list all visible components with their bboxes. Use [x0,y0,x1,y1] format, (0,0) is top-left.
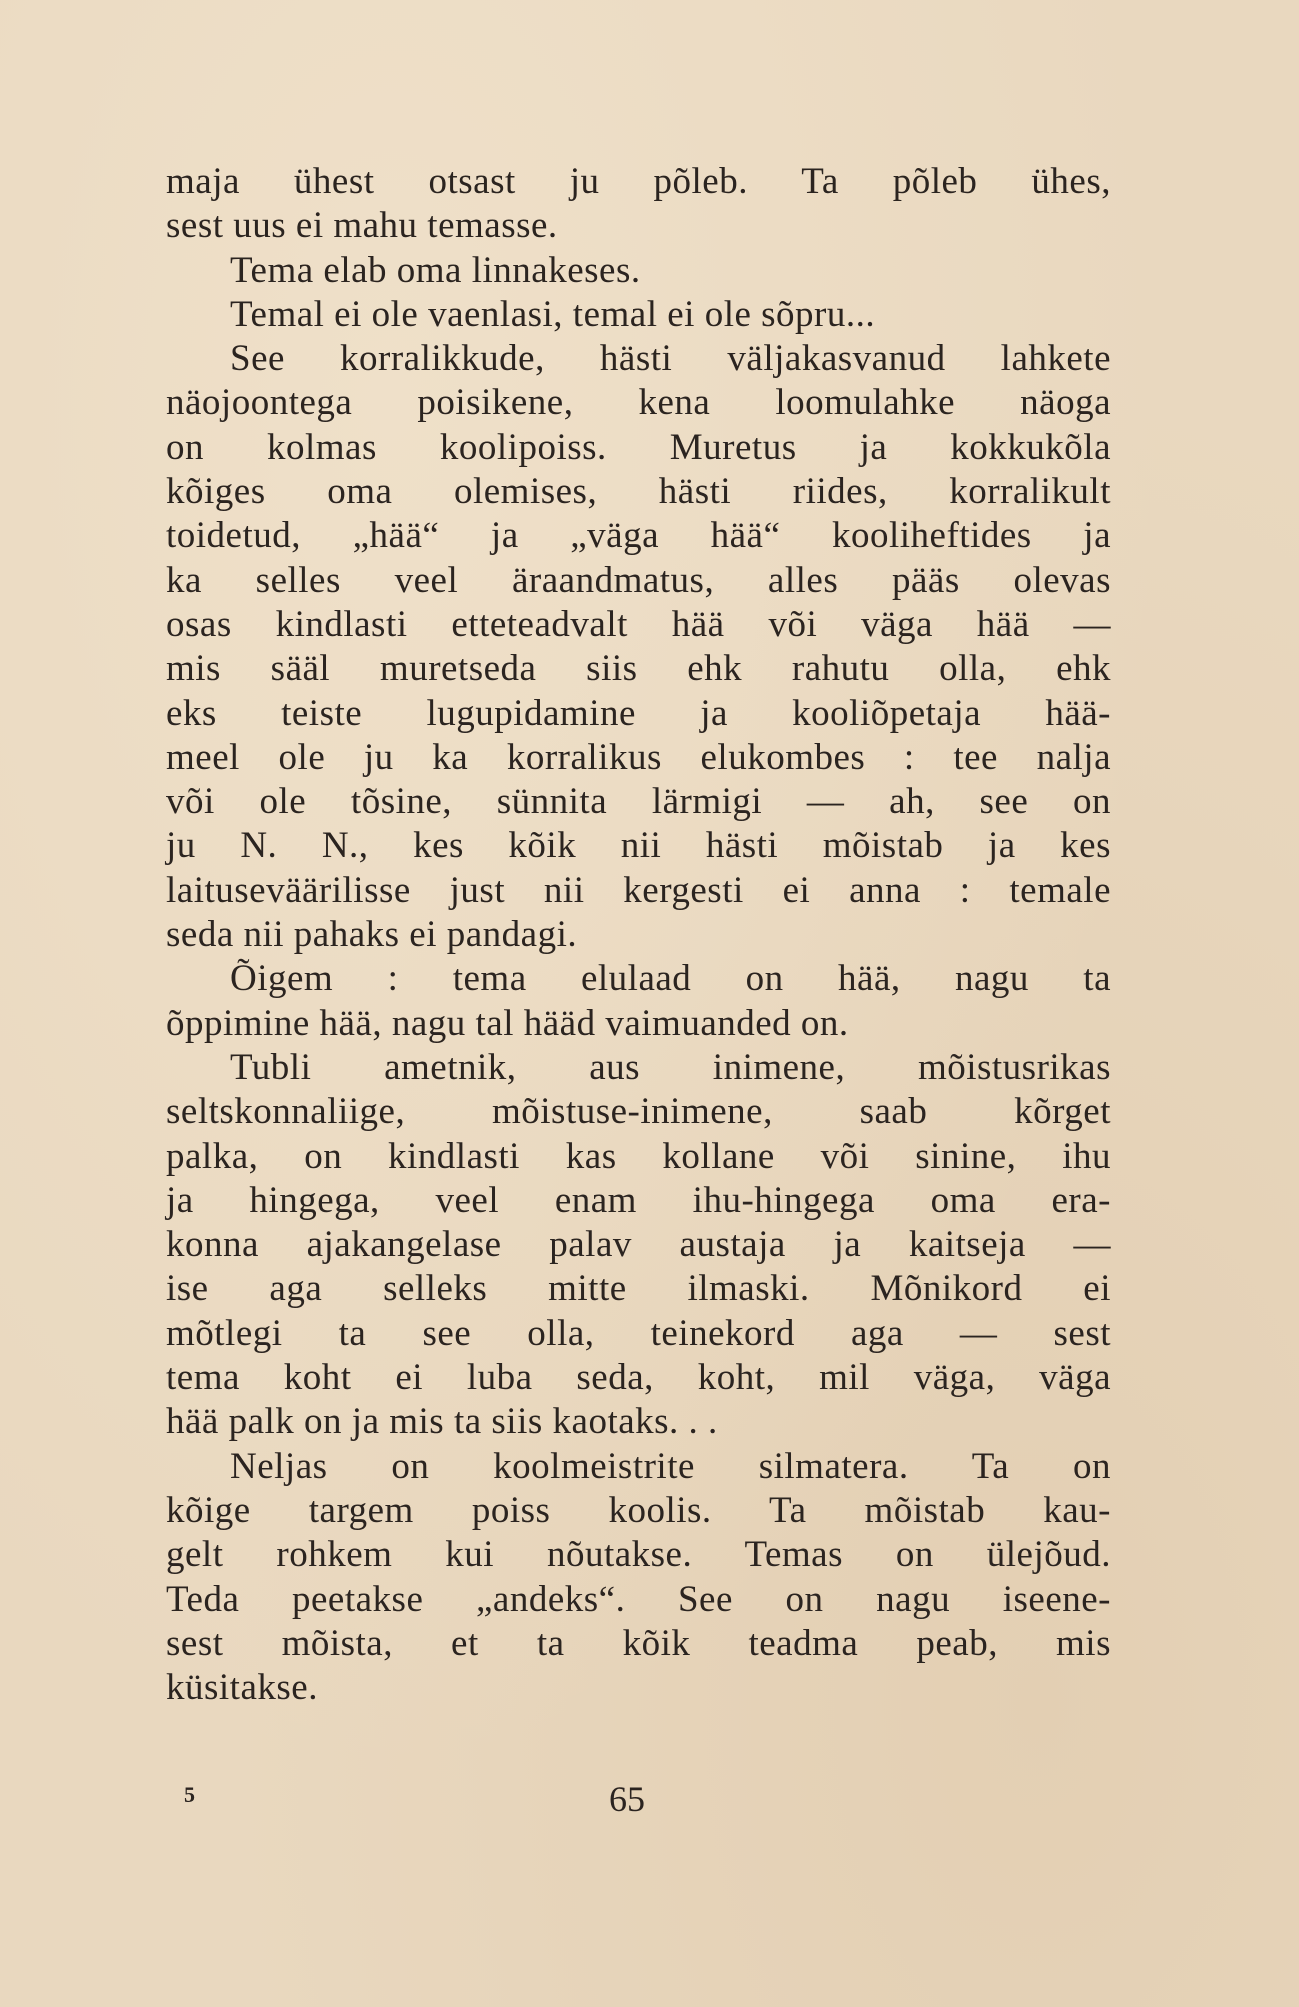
page-number: 65 [609,1779,645,1819]
text-line: toidetud, „hää“ ja „väga hää“ kooliheftides ja [166,515,1111,557]
text-line: Õigem : tema elulaad on hää, nagu ta [230,958,1111,1000]
text-line: kõiges oma olemises, hästi riides, korralikult [166,471,1111,513]
text-line: konna ajakangelase palav austaja ja kaitseja — [166,1224,1111,1266]
text-line: seda nii pahaks ei pandagi. [166,914,578,956]
text-line: palka, on kindlasti kas kollane või sinine, ihu [166,1135,1111,1177]
text-line: Teda peetakse „andeks“. See on nagu iseene- [166,1578,1111,1620]
text-line: meel ole ju ka korralikus elukombes : tee nalja [166,736,1111,778]
text-line: näojoontega poisikene, kena loomulahke näoga [166,382,1111,424]
text-line: õppimine hää, nagu tal hääd vaimuanded on. [166,1002,849,1044]
text-line: sest mõista, et ta kõik teadma peab, mis [166,1622,1111,1664]
text-line: ise aga selleks mitte ilmaski. Mõnikord ei [166,1268,1111,1310]
text-line: ju N. N., kes kõik nii hästi mõistab ja kes [166,825,1111,867]
text-line: sest uus ei mahu temasse. [166,205,558,247]
text-line: või ole tõsine, sünnita lärmigi — ah, see on [166,781,1111,823]
text-line: maja ühest otsast ju põleb. Ta põleb ühes, [166,161,1111,202]
text-line: ja hingega, veel enam ihu-hingega oma era- [166,1179,1111,1221]
text-line: eks teiste lugupidamine ja kooliõpetaja hää- [166,692,1111,734]
text-line: kõige targem poiss koolis. Ta mõistab kau- [166,1489,1111,1531]
text-line: mõtlegi ta see olla, teinekord aga — sest [166,1312,1111,1354]
text-line: küsitakse. [166,1667,318,1709]
text-line: gelt rohkem kui nõutakse. Temas on ülejõud. [166,1534,1111,1576]
signature-mark: 5 [184,1782,195,1807]
text-line: on kolmas koolipoiss. Muretus ja kokkukõla [166,426,1111,468]
text-line: Temal ei ole vaenlasi, temal ei ole sõpru... [230,293,876,335]
text-line: osas kindlasti etteteadvalt hää või väga hää — [166,603,1111,645]
text-line: ka selles veel äraandmatus, alles pääs olevas [166,559,1111,601]
text-line: hää palk on ja mis ta siis kaotaks. . . [166,1401,718,1443]
text-line: tema koht ei luba seda, koht, mil väga, väga [166,1357,1111,1399]
body-text [166,160,1111,1710]
text-line: See korralikkude, hästi väljakasvanud lahkete [230,338,1111,380]
text-line: seltskonnaliige, mõistuse-inimene, saab kõrget [166,1091,1111,1133]
text-line: Tubli ametnik, aus inimene, mõistusrikas [230,1046,1111,1088]
text-line: Neljas on koolmeistrite silmatera. Ta on [230,1445,1111,1487]
text-line: mis sääl muretseda siis ehk rahutu olla, ehk [166,648,1111,690]
text-line: laituseväärilisse just nii kergesti ei anna : temale [166,869,1111,911]
text-line: Tema elab oma linnakeses. [230,249,641,291]
